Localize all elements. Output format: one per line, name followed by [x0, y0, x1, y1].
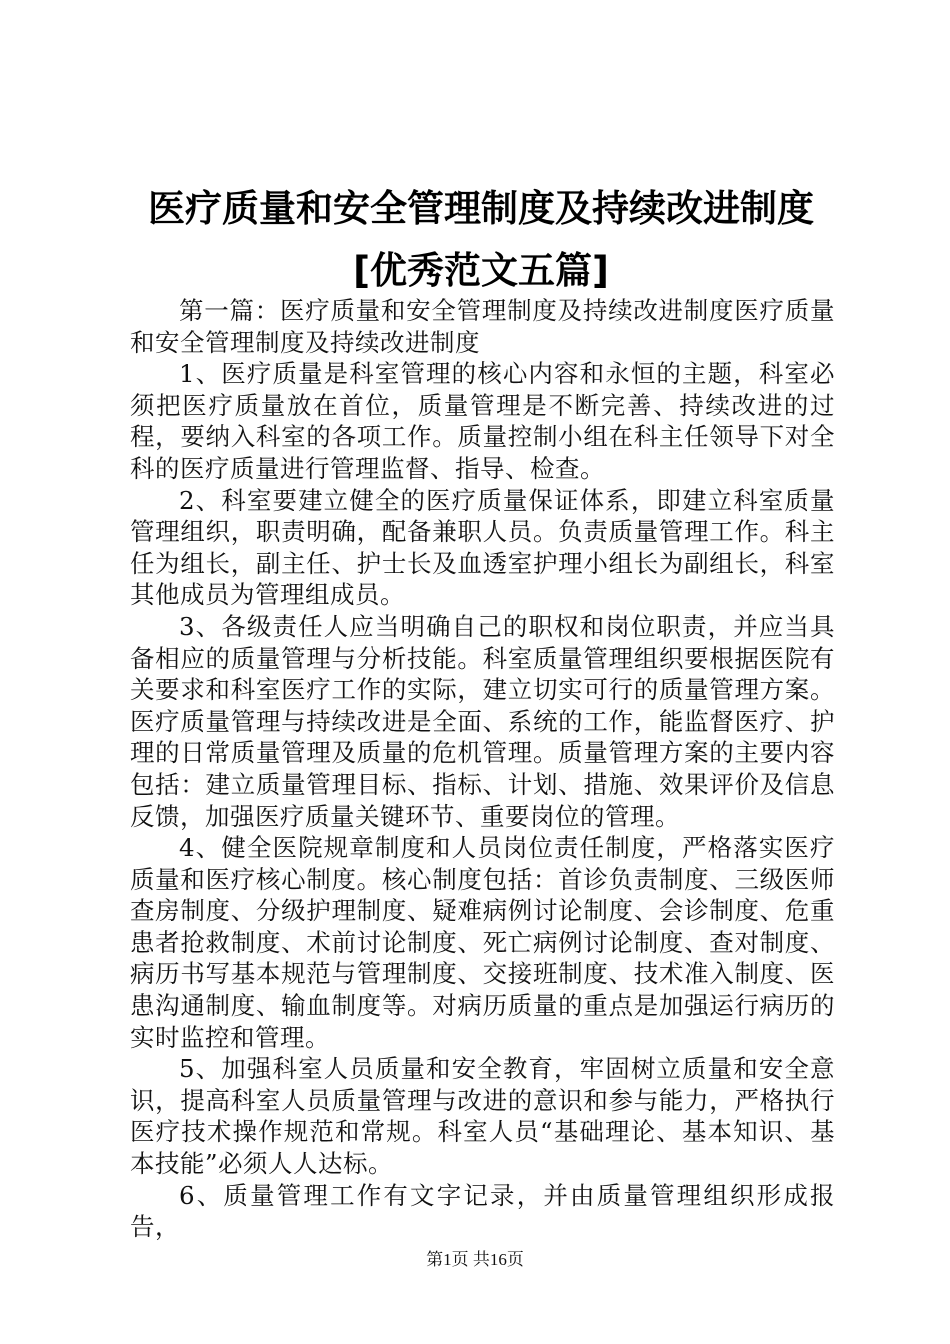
paragraph-item-3: 3、各级责任人应当明确自己的职权和岗位职责，并应当具备相应的质量管理与分析技能。科室质量管理组织要根据医院有关要求和科室医疗工作的实际，建立切实可行的质量管理方案。医疗质量管理与持续改进是全面、系统的工作，能监督医疗、护理的日常质量管理及质量的危机管理。质量管理方案的主要内容包括：建立质量管理目标、指标、计划、措施、效果评价及信息反馈，加强医疗质量关键环节、重要岗位的管理。 — [130, 611, 835, 831]
paragraph-item-6: 6、质量管理工作有文字记录，并由质量管理组织形成报告， — [130, 1180, 835, 1242]
paragraph-item-2: 2、科室要建立健全的医疗质量保证体系，即建立科室质量管理组织，职责明确，配备兼职人员。负责质量管理工作。科主任为组长，副主任、护士长及血透室护理小组长为副组长，科室其他成员为管理组成员。 — [130, 485, 835, 610]
paragraph-item-4: 4、健全医院规章制度和人员岗位责任制度，严格落实医疗质量和医疗核心制度。核心制度包括：首诊负责制度、三级医师查房制度、分级护理制度、疑难病例讨论制度、会诊制度、危重患者抢救制度、术前讨论制度、死亡病例讨论制度、查对制度、病历书写基本规范与管理制度、交接班制度、技术准入制度、医患沟通制度、输血制度等。对病历质量的重点是加强运行病历的实时监控和管理。 — [130, 833, 835, 1052]
page-number-label: 第1页 共16页 — [426, 1250, 524, 1269]
page-footer — [0, 1245, 950, 1270]
document-body — [130, 295, 835, 1243]
paragraph-item-1: 1、医疗质量是科室管理的核心内容和永恒的主题，科室必须把医疗质量放在首位，质量管理是不断完善、持续改进的过程，要纳入科室的各项工作。质量控制小组在科主任领导下对全科的医疗质量进行管理监督、指导、检查。 — [130, 359, 835, 483]
document-title: 医疗质量和安全管理制度及持续改进制度[优秀范文五篇] — [148, 187, 814, 292]
paragraph-item-5: 5、加强科室人员质量和安全教育，牢固树立质量和安全意识，提高科室人员质量管理与改进的意识和参与能力，严格执行医疗技术操作规范和常规。科室人员“基础理论、基本知识、基本技能”必须人人达标。 — [130, 1054, 835, 1179]
paragraph-intro: 第一篇：医疗质量和安全管理制度及持续改进制度医疗质量和安全管理制度及持续改进制度 — [130, 296, 835, 357]
